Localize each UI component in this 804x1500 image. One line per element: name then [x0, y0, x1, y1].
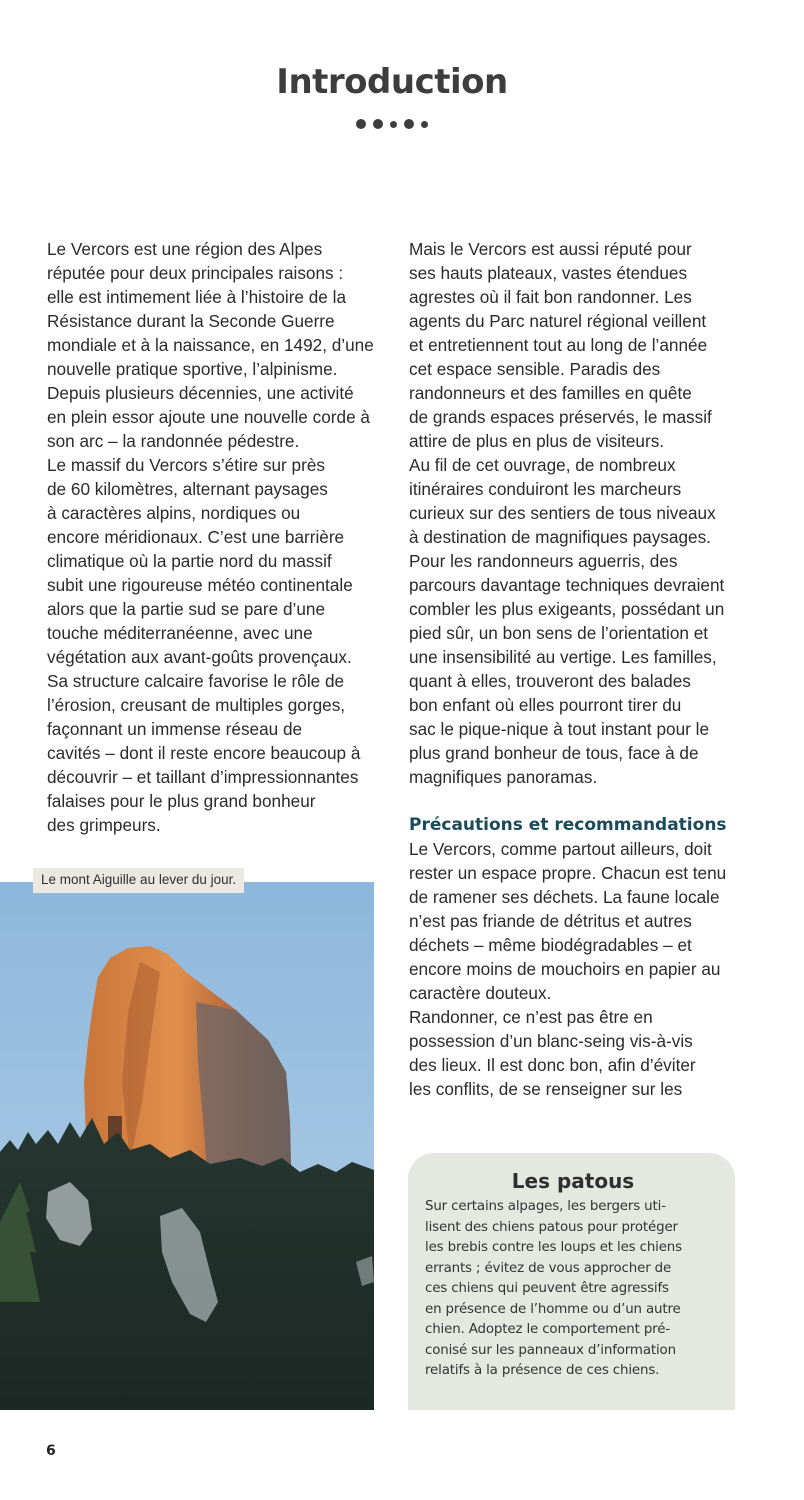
text-line: Sa structure calcaire favorise le rôle de [47, 671, 345, 691]
text-line: Randonner, ce n’est pas être en [409, 1007, 653, 1027]
right-column-text [409, 237, 739, 1101]
text-line: façonnant un immense réseau de [47, 719, 303, 739]
text-line: nouvelle pratique sportive, l’alpinisme. [47, 359, 338, 379]
text-line: les brebis contre les loups et les chiens [425, 1240, 682, 1255]
text-line: Depuis plusieurs décennies, une activité [47, 383, 354, 403]
text-line: encore moins de mouchoirs en papier au [409, 959, 721, 979]
mont-aiguille-photo [0, 882, 374, 1410]
text-line: l’érosion, creusant de multiples gorges, [47, 695, 346, 715]
text-line: ses hauts plateaux, vastes étendues [409, 263, 688, 283]
dot-icon [421, 121, 428, 128]
text-line: falaises pour le plus grand bonheur [47, 791, 316, 811]
page-number: 6 [46, 1443, 56, 1459]
text-line: chien. Adoptez le comportement pré- [425, 1322, 671, 1337]
text-line: à caractères alpins, nordiques ou [47, 503, 301, 523]
text-line: conisé sur les panneaux d’information [425, 1342, 676, 1358]
photo-caption: Le mont Aiguille au lever du jour. [33, 868, 244, 893]
text-line: des grimpeurs. [47, 815, 161, 835]
dot-icon [373, 119, 383, 129]
text-line: Résistance durant la Seconde Guerre [47, 311, 335, 331]
text-line: Pour les randonneurs aguerris, des [409, 551, 678, 571]
text-line: combler les plus exigeants, possédant un [409, 599, 725, 619]
text-line: déchets – même biodégradables – et [409, 935, 692, 955]
text-line: les conflits, de se renseigner sur les [409, 1079, 683, 1099]
dot-icon [356, 119, 366, 129]
page-title: Introduction [276, 62, 508, 102]
text-line: pied sûr, un bon sens de l’orientation et [409, 623, 709, 643]
text-line: sac le pique-nique à tout instant pour le [409, 719, 710, 739]
text-line: touche méditerranéenne, avec une [47, 623, 313, 643]
info-box-title: Les patous [511, 1169, 635, 1193]
info-box-body [425, 1197, 721, 1382]
text-line: à destination de magnifiques paysages. [409, 527, 711, 547]
text-line: Le Vercors est une région des Alpes [47, 239, 323, 259]
text-line: rester un espace propre. Chacun est tenu [409, 863, 727, 883]
dot-icon [404, 119, 414, 129]
text-line: errants ; évitez de vous approcher de [425, 1260, 672, 1276]
text-line: parcours davantage techniques devraient [409, 575, 725, 595]
text-line: de 60 kilomètres, alternant paysages [47, 479, 328, 499]
text-line: bon enfant où elles pourront tirer du [409, 695, 682, 715]
text-line: agents du Parc naturel régional veillent [409, 311, 707, 331]
text-line: plus grand bonheur de tous, face à de [409, 743, 699, 763]
text-line: randonneurs et des familles en quête [409, 383, 692, 403]
text-line: Sur certains alpages, les bergers uti- [425, 1199, 666, 1214]
text-line: en présence de l’homme ou d’un autre [425, 1301, 681, 1317]
text-line: végétation aux avant-goûts provençaux. [47, 647, 352, 667]
text-line: attire de plus en plus de visiteurs. [409, 431, 665, 451]
text-line: quant à elles, trouveront des balades [409, 671, 691, 691]
text-line: itinéraires conduiront les marcheurs [409, 479, 682, 499]
info-box-patous [408, 1153, 735, 1410]
text-line: n’est pas friande de détritus et autres [409, 911, 692, 931]
text-line: relatifs à la présence de ces chiens. [425, 1363, 660, 1378]
text-line: Mais le Vercors est aussi réputé pour [409, 239, 692, 259]
text-line: possession d’un blanc-seing vis-à-vis [409, 1031, 693, 1051]
text-line: elle est intimement liée à l’histoire de la [47, 287, 347, 307]
text-line: climatique où la partie nord du massif [47, 551, 332, 571]
title-ornament-dots [0, 119, 784, 129]
text-line: magnifiques panoramas. [409, 767, 598, 787]
text-line: des lieux. Il est donc bon, afin d’éviter [409, 1055, 696, 1075]
text-line: ces chiens qui peuvent être agressifs [425, 1281, 669, 1296]
text-line: une insensibilité au vertige. Les familles, [409, 647, 717, 667]
text-line: de ramener ses déchets. La faune locale [409, 887, 720, 907]
text-line: mondiale et à la naissance, en 1492, d’une [47, 335, 374, 355]
text-line: Au fil de cet ouvrage, de nombreux [409, 455, 676, 475]
text-line: curieux sur des sentiers de tous niveaux [409, 503, 716, 523]
text-line: lisent des chiens patous pour protéger [425, 1219, 678, 1235]
text-line: caractère douteux. [409, 983, 552, 1003]
text-line: alors que la partie sud se pare d’une [47, 599, 326, 619]
text-line: cavités – dont il reste encore beaucoup à [47, 743, 361, 763]
dot-icon [390, 121, 397, 128]
text-line: encore méridionaux. C’est une barrière [47, 527, 345, 547]
text-line: subit une rigoureuse météo continentale [47, 575, 353, 595]
text-line: découvrir – et taillant d’impressionnantes [47, 767, 359, 787]
text-line: Le massif du Vercors s’étire sur près [47, 455, 325, 475]
text-line: cet espace sensible. Paradis des [409, 359, 661, 379]
text-line: en plein essor ajoute une nouvelle corde à [47, 407, 370, 427]
text-line: agrestes où il fait bon randonner. Les [409, 287, 692, 307]
section-heading-precautions: Précautions et recommandations [409, 815, 727, 835]
text-line: son arc – la randonnée pédestre. [47, 431, 300, 451]
left-column-text [47, 237, 377, 837]
text-line: réputée pour deux principales raisons : [47, 263, 344, 283]
text-line: de grands espaces préservés, le massif [409, 407, 712, 427]
text-line: Le Vercors, comme partout ailleurs, doit [409, 839, 712, 859]
text-line: et entretiennent tout au long de l’année [409, 335, 708, 355]
